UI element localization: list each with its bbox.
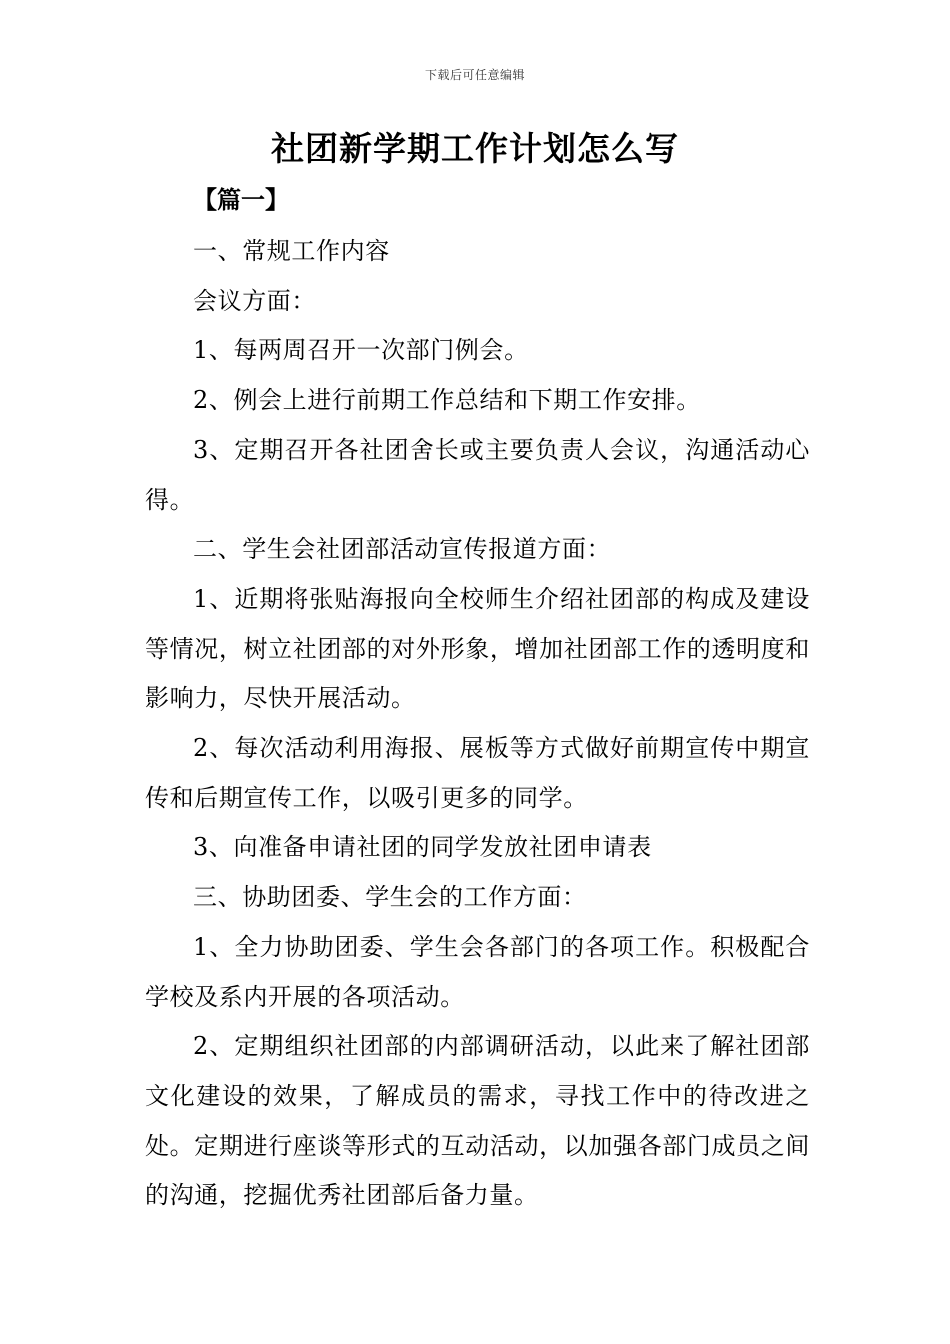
- paragraph: 2、例会上进行前期工作总结和下期工作安排。: [193, 386, 701, 415]
- paragraph: 3、定期召开各社团舍长或主要负责人会议，沟通活动心得。: [145, 435, 810, 514]
- paragraph: 1、每两周召开一次部门例会。: [193, 336, 529, 365]
- paragraph: 2、定期组织社团部的内部调研活动，以此来了解社团部文化建设的效果，了解成员的需求，寻找工作中的待改进之处。定期进行座谈等形式的互动活动，以加强各部门成员之间的沟通，挖掘优秀社团部后备力量。: [145, 1032, 810, 1210]
- section-label: 【篇一】: [193, 185, 289, 214]
- heading-assist-work: 三、协助团委、学生会的工作方面：: [193, 883, 587, 912]
- subheading-meetings: 会议方面：: [193, 286, 316, 315]
- paragraph: 1、近期将张贴海报向全校师生介绍社团部的构成及建设等情况，树立社团部的对外形象，增加社团部工作的透明度和影响力，尽快开展活动。: [145, 584, 810, 713]
- document-title: 社团新学期工作计划怎么写: [271, 129, 679, 168]
- document-body: [145, 227, 810, 1221]
- paragraph: 2、每次活动利用海报、展板等方式做好前期宣传中期宣传和后期宣传工作，以吸引更多的同学。: [145, 734, 810, 812]
- heading-publicity: 二、学生会社团部活动宣传报道方面：: [193, 535, 612, 564]
- page-header-note: 下载后可任意编辑: [424, 68, 525, 82]
- paragraph: 3、向准备申请社团的同学发放社团申请表: [193, 833, 652, 862]
- heading-routine-work: 一、常规工作内容: [193, 237, 390, 265]
- paragraph: 1、全力协助团委、学生会各部门的各项工作。积极配合学校及系内开展的各项活动。: [145, 932, 810, 1011]
